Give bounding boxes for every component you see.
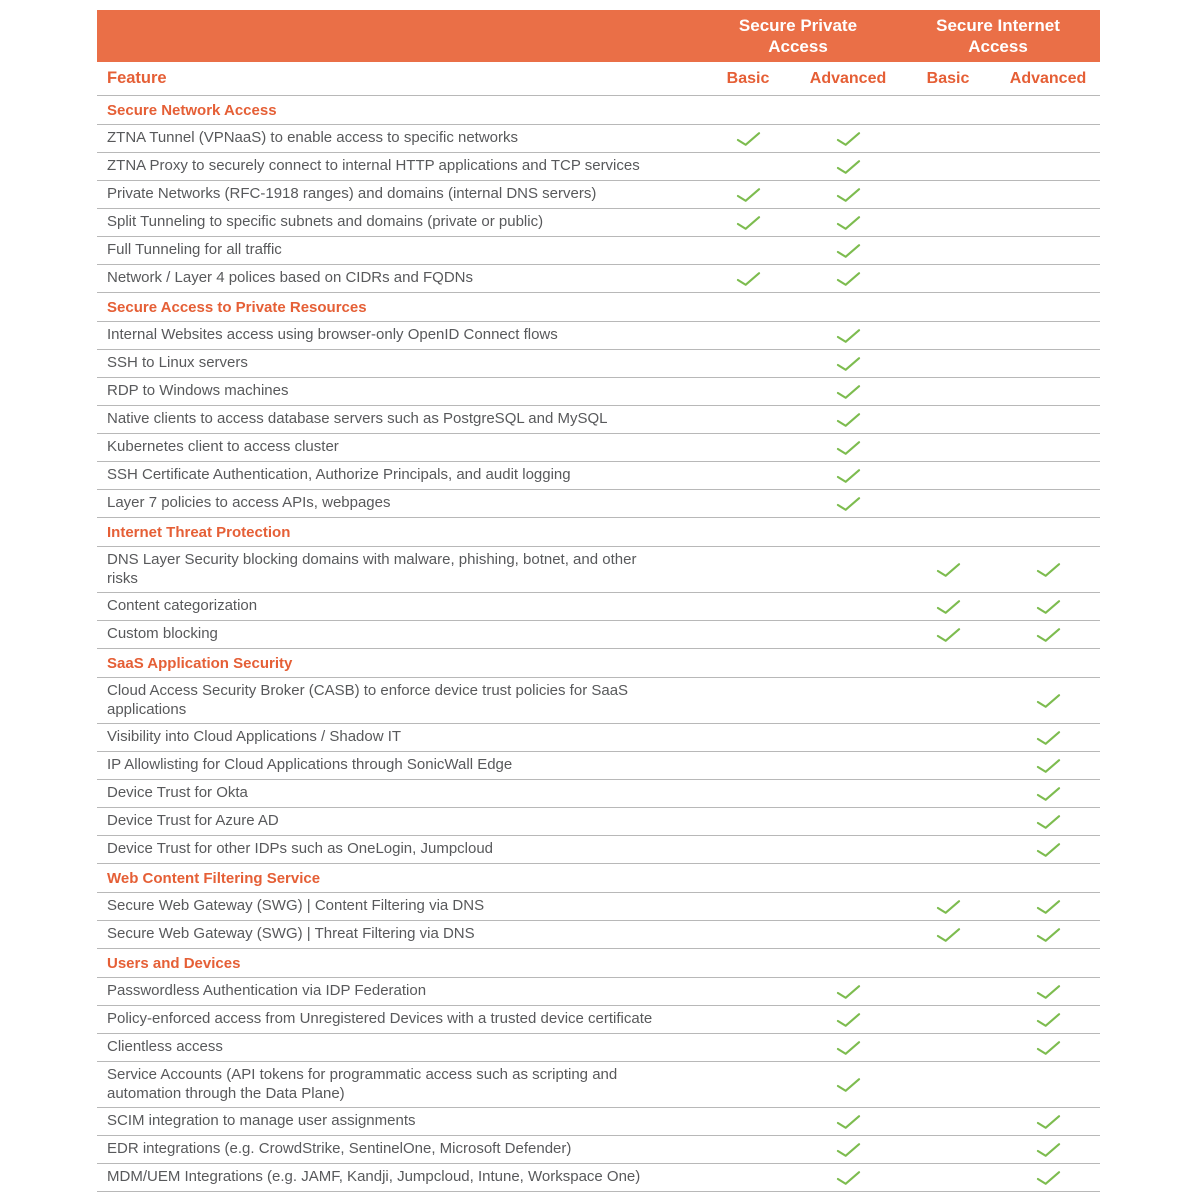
check-icon	[1036, 1170, 1061, 1186]
feature-label: Service Accounts (API tokens for programmatic access such as scripting and automation through the Data Plane)	[107, 1066, 618, 1102]
check-icon	[836, 1040, 861, 1056]
check-icon	[836, 1142, 861, 1158]
feature-label: Clientless access	[107, 1038, 223, 1056]
check-cell-checked	[698, 215, 798, 231]
table-row	[97, 836, 1100, 864]
table-row	[97, 808, 1100, 836]
check-cell-checked	[798, 356, 898, 372]
check-icon	[1036, 730, 1061, 746]
check-icon	[936, 599, 961, 615]
check-icon	[1036, 1114, 1061, 1130]
check-cell-checked	[998, 1040, 1098, 1056]
feature-label: EDR integrations (e.g. CrowdStrike, SentinelOne, Microsoft Defender)	[107, 1140, 572, 1158]
feature-label: Network / Layer 4 polices based on CIDRs and FQDNs	[107, 269, 473, 287]
check-icon	[836, 1077, 861, 1093]
check-icon	[1036, 1012, 1061, 1028]
section-header-row	[97, 864, 1100, 893]
table-row	[97, 153, 1100, 181]
section-title: Secure Network Access	[107, 101, 277, 119]
feature-label: MDM/UEM Integrations (e.g. JAMF, Kandji, Jumpcloud, Intune, Workspace One)	[107, 1168, 641, 1186]
table-row	[97, 1164, 1100, 1192]
check-cell-checked	[898, 599, 998, 615]
check-icon	[836, 328, 861, 344]
table-row	[97, 322, 1100, 350]
section-title: SaaS Application Security	[107, 654, 293, 672]
check-cell-checked	[798, 1170, 898, 1186]
check-icon	[836, 1114, 861, 1130]
check-cell-checked	[698, 187, 798, 203]
feature-label: Layer 7 policies to access APIs, webpages	[107, 494, 391, 512]
table-row	[97, 978, 1100, 1006]
check-icon	[1036, 758, 1061, 774]
check-cell-checked	[798, 187, 898, 203]
feature-label: Private Networks (RFC-1918 ranges) and domains (internal DNS servers)	[107, 185, 597, 203]
header-group-secure-private-access	[698, 10, 898, 62]
check-cell-checked	[698, 131, 798, 147]
check-icon	[736, 271, 761, 287]
check-cell-checked	[998, 842, 1098, 858]
feature-label: Cloud Access Security Broker (CASB) to enforce device trust policies for SaaS applications	[107, 682, 629, 718]
section-header-row	[97, 96, 1100, 125]
feature-label: IP Allowlisting for Cloud Applications through SonicWall Edge	[107, 756, 513, 774]
check-icon	[736, 131, 761, 147]
feature-label: Device Trust for Azure AD	[107, 812, 279, 830]
feature-label: ZTNA Tunnel (VPNaaS) to enable access to specific networks	[107, 129, 519, 147]
section-header-row	[97, 293, 1100, 322]
check-icon	[836, 1012, 861, 1028]
section-header-row	[97, 649, 1100, 678]
check-cell-checked	[998, 627, 1098, 643]
check-icon	[1036, 693, 1061, 709]
section-title: Web Content Filtering Service	[107, 869, 321, 887]
feature-label: Policy-enforced access from Unregistered Devices with a trusted device certificate	[107, 1010, 653, 1028]
check-cell-checked	[798, 1077, 898, 1093]
check-cell-checked	[798, 131, 898, 147]
header-group-label: Secure Internet Access	[936, 16, 1060, 56]
feature-label: Native clients to access database servers such as PostgreSQL and MySQL	[107, 410, 608, 428]
check-cell-checked	[998, 984, 1098, 1000]
feature-label: Passwordless Authentication via IDP Federation	[107, 982, 427, 1000]
check-icon	[836, 1170, 861, 1186]
check-icon	[736, 187, 761, 203]
feature-label: Internal Websites access using browser-only OpenID Connect flows	[107, 326, 558, 344]
check-cell-checked	[998, 562, 1098, 578]
check-icon	[836, 243, 861, 259]
check-cell-checked	[798, 1142, 898, 1158]
check-cell-checked	[898, 899, 998, 915]
check-cell-checked	[898, 627, 998, 643]
section-title: Internet Threat Protection	[107, 523, 291, 541]
check-cell-checked	[698, 271, 798, 287]
check-icon	[836, 215, 861, 231]
check-icon	[1036, 899, 1061, 915]
check-icon	[1036, 562, 1061, 578]
table-row	[97, 921, 1100, 949]
table-row	[97, 209, 1100, 237]
feature-label: Secure Web Gateway (SWG) | Threat Filtering via DNS	[107, 925, 475, 943]
feature-column-header: Feature	[107, 69, 167, 87]
feature-label: Device Trust for Okta	[107, 784, 248, 802]
feature-label: Kubernetes client to access cluster	[107, 438, 339, 456]
column-header-row	[97, 62, 1100, 96]
check-cell-checked	[998, 1142, 1098, 1158]
check-icon	[1036, 814, 1061, 830]
table-row	[97, 547, 1100, 593]
check-cell-checked	[998, 1012, 1098, 1028]
table-row	[97, 678, 1100, 724]
feature-label: Content categorization	[107, 597, 258, 615]
check-icon	[836, 159, 861, 175]
table-row	[97, 434, 1100, 462]
table-row	[97, 350, 1100, 378]
feature-label: ZTNA Proxy to securely connect to internal HTTP applications and TCP services	[107, 157, 640, 175]
table-row	[97, 265, 1100, 293]
check-cell-checked	[798, 468, 898, 484]
table-row	[97, 1006, 1100, 1034]
check-icon	[1036, 627, 1061, 643]
table-row	[97, 752, 1100, 780]
feature-label: Split Tunneling to specific subnets and domains (private or public)	[107, 213, 544, 231]
table-row	[97, 893, 1100, 921]
section-title: Secure Access to Private Resources	[107, 298, 367, 316]
check-icon	[1036, 984, 1061, 1000]
table-row	[97, 181, 1100, 209]
check-icon	[936, 899, 961, 915]
table-row	[97, 406, 1100, 434]
check-icon	[836, 131, 861, 147]
section-header-row	[97, 518, 1100, 547]
check-cell-checked	[998, 927, 1098, 943]
check-cell-checked	[798, 1040, 898, 1056]
check-cell-checked	[798, 412, 898, 428]
check-cell-checked	[798, 215, 898, 231]
check-icon	[836, 271, 861, 287]
check-icon	[936, 927, 961, 943]
check-cell-checked	[998, 758, 1098, 774]
check-cell-checked	[998, 730, 1098, 746]
table-row	[97, 1062, 1100, 1108]
check-cell-checked	[998, 1114, 1098, 1130]
check-cell-checked	[798, 1012, 898, 1028]
check-cell-checked	[798, 271, 898, 287]
check-cell-checked	[798, 984, 898, 1000]
check-cell-checked	[798, 440, 898, 456]
table-row	[97, 125, 1100, 153]
check-icon	[836, 440, 861, 456]
check-cell-checked	[898, 927, 998, 943]
feature-label: Custom blocking	[107, 625, 218, 643]
check-cell-checked	[998, 693, 1098, 709]
feature-label: Visibility into Cloud Applications / Shadow IT	[107, 728, 402, 746]
check-icon	[836, 468, 861, 484]
check-cell-checked	[998, 599, 1098, 615]
col-header-spa-basic: Basic	[726, 69, 770, 87]
table-row	[97, 1108, 1100, 1136]
check-icon	[1036, 1040, 1061, 1056]
col-header-spa-advanced: Advanced	[809, 69, 887, 87]
table-row	[97, 621, 1100, 649]
check-icon	[936, 627, 961, 643]
table-row	[97, 1136, 1100, 1164]
check-icon	[736, 215, 761, 231]
check-cell-checked	[898, 562, 998, 578]
banner-spacer	[97, 10, 698, 62]
check-cell-checked	[798, 243, 898, 259]
check-cell-checked	[998, 1170, 1098, 1186]
header-group-label: Secure Private Access	[738, 16, 858, 56]
feature-label: DNS Layer Security blocking domains with malware, phishing, botnet, and other risks	[107, 551, 637, 587]
table-row	[97, 1034, 1100, 1062]
table-header-banner	[97, 10, 1100, 62]
table-row	[97, 462, 1100, 490]
check-icon	[836, 496, 861, 512]
check-icon	[1036, 842, 1061, 858]
check-icon	[1036, 786, 1061, 802]
check-cell-checked	[998, 814, 1098, 830]
check-icon	[1036, 927, 1061, 943]
col-header-sia-advanced: Advanced	[1009, 69, 1087, 87]
section-header-row	[97, 949, 1100, 978]
table-row	[97, 490, 1100, 518]
table-row	[97, 237, 1100, 265]
check-cell-checked	[998, 786, 1098, 802]
check-cell-checked	[798, 328, 898, 344]
check-cell-checked	[798, 159, 898, 175]
feature-label: SSH Certificate Authentication, Authorize Principals, and audit logging	[107, 466, 571, 484]
check-icon	[1036, 599, 1061, 615]
check-cell-checked	[798, 384, 898, 400]
check-icon	[936, 562, 961, 578]
check-icon	[836, 187, 861, 203]
header-group-secure-internet-access	[898, 10, 1098, 62]
feature-label: Device Trust for other IDPs such as OneLogin, Jumpcloud	[107, 840, 494, 858]
table-body	[97, 96, 1100, 1192]
feature-label: Secure Web Gateway (SWG) | Content Filtering via DNS	[107, 897, 485, 915]
feature-label: RDP to Windows machines	[107, 382, 289, 400]
check-icon	[836, 356, 861, 372]
feature-label: SCIM integration to manage user assignments	[107, 1112, 416, 1130]
check-icon	[836, 984, 861, 1000]
table-row	[97, 378, 1100, 406]
col-header-sia-basic: Basic	[926, 69, 970, 87]
section-title: Users and Devices	[107, 954, 241, 972]
feature-label: SSH to Linux servers	[107, 354, 248, 372]
check-icon	[836, 384, 861, 400]
table-row	[97, 780, 1100, 808]
check-icon	[1036, 1142, 1061, 1158]
check-cell-checked	[798, 496, 898, 512]
check-cell-checked	[798, 1114, 898, 1130]
feature-comparison-table	[97, 10, 1100, 1192]
check-icon	[836, 412, 861, 428]
table-row	[97, 593, 1100, 621]
feature-label: Full Tunneling for all traffic	[107, 241, 282, 259]
table-row	[97, 724, 1100, 752]
check-cell-checked	[998, 899, 1098, 915]
